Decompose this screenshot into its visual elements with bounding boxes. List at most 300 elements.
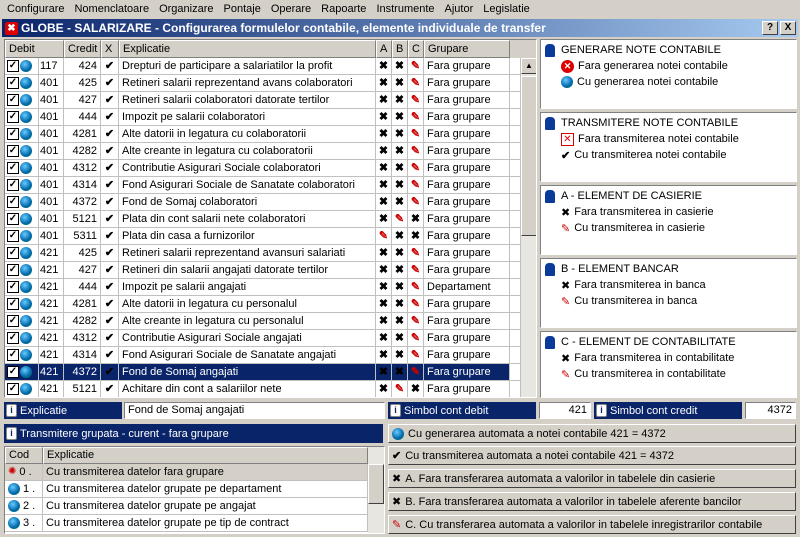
- table-row[interactable]: [5, 92, 536, 109]
- table-row[interactable]: [5, 228, 536, 245]
- x-icon: ✖: [394, 128, 405, 140]
- checkbox-icon[interactable]: ✓: [8, 315, 18, 326]
- menu-item[interactable]: Rapoarte: [321, 2, 367, 15]
- pencil-icon: ✎: [378, 230, 389, 242]
- globe-icon: [20, 213, 32, 225]
- col-debit[interactable]: Debit: [5, 40, 64, 58]
- checkbox-icon[interactable]: ✓: [8, 247, 18, 258]
- grupare-scrollbar[interactable]: [368, 447, 384, 533]
- x-icon: ✖: [394, 264, 405, 276]
- panel-contabilitate: C - ELEMENT DE CONTABILITATE ✖ Fara transmiterea in contabilitate ✎ Cu transmiterea in contabilitate: [540, 331, 797, 398]
- status-transmitere[interactable]: ✔ Cu transmiterea automata a notei contabile 421 = 4372: [388, 446, 796, 465]
- cell-explicatie: Retineri din salarii angajati datorate tertilor: [119, 262, 376, 278]
- checkbox-icon[interactable]: ✓: [8, 349, 18, 360]
- explicatie-label: i Explicatie: [4, 402, 122, 419]
- cell-credit: 424: [64, 58, 101, 74]
- list-item[interactable]: [5, 515, 384, 532]
- table-row[interactable]: [5, 194, 536, 211]
- cell-c: [408, 279, 424, 295]
- cell-a: [376, 245, 392, 261]
- pencil-icon: ✎: [410, 145, 421, 157]
- cell-grupare: Fara grupare: [424, 228, 510, 244]
- checkmark-icon: ✔: [561, 149, 571, 162]
- cell-grupare: Fara grupare: [424, 347, 510, 363]
- cell-a: [376, 126, 392, 142]
- cell-x: [101, 330, 119, 346]
- cell-explicatie: Cu transmiterea datelor fara grupare: [43, 464, 368, 480]
- checkmark-icon: ✔: [104, 281, 115, 293]
- grid-body: [5, 58, 536, 398]
- option-fara-casierie[interactable]: ✖ Fara transmiterea in casierie: [561, 206, 714, 219]
- checkbox-icon[interactable]: ✓: [8, 128, 18, 139]
- cell-a: [376, 262, 392, 278]
- cell-credit: 425: [64, 245, 101, 261]
- col-c[interactable]: C: [408, 40, 424, 58]
- globe-icon: [392, 428, 404, 440]
- checkbox-icon[interactable]: ✓: [8, 179, 18, 190]
- pencil-icon: ✎: [410, 315, 421, 327]
- cell-a: [376, 228, 392, 244]
- cell-grupare: Fara grupare: [424, 109, 510, 125]
- status-casierie[interactable]: ✖ A. Fara transferarea automata a valorilor in tabelele din casierie: [388, 469, 796, 488]
- cell-grupare: Fara grupare: [424, 177, 510, 193]
- cell-debit: 421: [39, 279, 64, 295]
- x-icon: ✖: [394, 77, 405, 89]
- cell-x: [101, 228, 119, 244]
- cell-explicatie: Retineri salarii reprezentand avansuri salariati: [119, 245, 376, 261]
- checkbox-icon[interactable]: ✓: [8, 60, 18, 71]
- cell-x: [101, 347, 119, 363]
- pencil-icon: ✎: [410, 366, 421, 378]
- option-fara-transmitere[interactable]: ✕ Fara transmiterea notei contabile: [545, 131, 792, 147]
- option-fara-contabilitate[interactable]: ✖ Fara transmiterea in contabilitate: [561, 352, 735, 365]
- table-row[interactable]: [5, 347, 536, 364]
- pencil-icon: ✎: [410, 128, 421, 140]
- table-row[interactable]: [5, 126, 536, 143]
- cell-credit: 4372: [64, 194, 101, 210]
- cell-c: [408, 92, 424, 108]
- cell-grupare: Fara grupare: [424, 126, 510, 142]
- cell-b: [392, 194, 408, 210]
- globe-icon: [20, 332, 32, 344]
- x-icon: ✖: [378, 60, 389, 72]
- option-fara-generare[interactable]: ✕ Fara generarea notei contabile: [545, 58, 792, 74]
- pencil-icon: ✎: [410, 111, 421, 123]
- x-icon: ✖: [378, 264, 389, 276]
- cell-a: [376, 381, 392, 397]
- cell-a: [376, 143, 392, 159]
- checkbox-icon[interactable]: ✓: [8, 383, 18, 394]
- cell-b: [392, 160, 408, 176]
- lock-icon: [545, 263, 555, 276]
- cell-a: [376, 75, 392, 91]
- row-flags: [5, 126, 39, 142]
- pencil-icon: ✎: [561, 222, 571, 235]
- checkmark-icon: ✔: [104, 196, 115, 208]
- cell-credit: 444: [64, 109, 101, 125]
- cell-grupare: Fara grupare: [424, 160, 510, 176]
- checkmark-icon: ✔: [104, 349, 115, 361]
- checkmark-icon: ✔: [104, 264, 115, 276]
- red-x-icon: ✕: [561, 60, 574, 73]
- cell-explicatie: Plata din casa a furnizorilor: [119, 228, 376, 244]
- row-flags: [5, 75, 39, 91]
- row-flags: [5, 296, 39, 312]
- table-row[interactable]: [5, 75, 536, 92]
- cell-c: [408, 109, 424, 125]
- menu-item[interactable]: Legislatie: [483, 2, 530, 15]
- globe-icon: [8, 500, 20, 512]
- cell-grupare: Fara grupare: [424, 211, 510, 227]
- checkbox-icon[interactable]: ✓: [8, 77, 18, 88]
- x-icon: ✖: [394, 315, 405, 327]
- cell-b: [392, 262, 408, 278]
- cell-grupare: Fara grupare: [424, 143, 510, 159]
- checkmark-icon: ✔: [104, 145, 115, 157]
- cell-b: [392, 177, 408, 193]
- cell-x: [101, 177, 119, 193]
- globe-icon: [20, 281, 32, 293]
- globe-icon: [20, 145, 32, 157]
- menu-item[interactable]: Ajutor: [444, 2, 474, 15]
- cell-debit: 401: [39, 126, 64, 142]
- x-icon: ✖: [392, 473, 402, 485]
- cell-explicatie: Retineri salarii colaboratori datorate tertilor: [119, 92, 376, 108]
- cell-debit: 421: [39, 330, 64, 346]
- row-flags: [5, 211, 39, 227]
- menu-item[interactable]: Pontaje: [223, 2, 261, 15]
- x-icon: ✖: [378, 281, 389, 293]
- cell-debit: 401: [39, 92, 64, 108]
- table-row[interactable]: [5, 58, 536, 75]
- cell-x: [101, 381, 119, 397]
- col-cod[interactable]: Cod: [5, 447, 43, 464]
- checkbox-icon[interactable]: ✓: [8, 196, 18, 207]
- cell-cod: ✺ 0 .: [5, 464, 43, 480]
- row-flags: [5, 245, 39, 261]
- cell-explicatie: Cu transmiterea datelor grupate pe tip de contract: [43, 515, 368, 531]
- option-cu-generare[interactable]: Cu generarea notei contabile: [545, 74, 792, 90]
- list-item[interactable]: [5, 464, 384, 481]
- cell-credit: 5311: [64, 228, 101, 244]
- option-cu-banca[interactable]: ✎ Cu transmiterea in banca: [561, 295, 698, 308]
- checkbox-icon[interactable]: ✓: [8, 230, 18, 241]
- cell-credit: 4282: [64, 313, 101, 329]
- pencil-icon: ✎: [410, 162, 421, 174]
- cell-c: [408, 211, 424, 227]
- checkbox-icon[interactable]: ✓: [8, 111, 18, 122]
- x-icon: ✖: [410, 213, 421, 225]
- cell-cod: 2 .: [5, 498, 43, 514]
- status-generare[interactable]: Cu generarea automata a notei contabile 421 = 4372: [388, 424, 796, 443]
- pencil-icon: ✎: [410, 77, 421, 89]
- x-icon: ✖: [378, 179, 389, 191]
- cell-explicatie: Fond Asigurari Sociale de Sanatate angajati: [119, 347, 376, 363]
- cell-a: [376, 347, 392, 363]
- status-contabilitate[interactable]: ✎ C. Cu transferarea automata a valorilor in tabelele inregistrarilor contabile: [388, 515, 796, 534]
- pencil-icon: ✎: [410, 60, 421, 72]
- col-explicatie[interactable]: Explicatie: [119, 40, 376, 58]
- pencil-icon: ✎: [394, 383, 405, 395]
- x-icon: ✖: [378, 332, 389, 344]
- globe-icon: [20, 230, 32, 242]
- cell-x: [101, 262, 119, 278]
- checkmark-icon: ✔: [104, 94, 115, 106]
- x-icon: ✖: [394, 111, 405, 123]
- table-row[interactable]: [5, 211, 536, 228]
- checkmark-icon: ✔: [104, 213, 115, 225]
- pencil-icon: ✎: [410, 264, 421, 276]
- menu-item[interactable]: Nomenclatoare: [74, 2, 150, 15]
- table-row[interactable]: [5, 262, 536, 279]
- panel-title: GENERARE NOTE CONTABILE: [561, 44, 721, 56]
- panel-generare: [540, 39, 797, 109]
- cell-credit: 4312: [64, 330, 101, 346]
- menu-item[interactable]: Organizare: [159, 2, 214, 15]
- x-icon: ✖: [378, 349, 389, 361]
- col-a[interactable]: A: [376, 40, 392, 58]
- cell-c: [408, 160, 424, 176]
- globe-icon: [8, 483, 20, 495]
- col-grupare[interactable]: Grupare: [424, 40, 510, 58]
- cell-a: [376, 279, 392, 295]
- cell-x: [101, 313, 119, 329]
- debit-label: i Simbol cont debit: [388, 402, 536, 419]
- globe-icon: [20, 94, 32, 106]
- cell-debit: 401: [39, 143, 64, 159]
- scroll-thumb[interactable]: [521, 76, 537, 236]
- x-icon: ✖: [378, 298, 389, 310]
- panel-transmitere: TRANSMITERE NOTE CONTABILE ✕ Fara transmiterea notei contabile ✔ Cu transmiterea notei contabile: [540, 112, 797, 182]
- cell-x: [101, 143, 119, 159]
- cell-explicatie: Alte datorii in legatura cu colaboratorii: [119, 126, 376, 142]
- x-icon: ✖: [561, 352, 571, 365]
- checkbox-icon[interactable]: ✓: [8, 298, 18, 309]
- pencil-icon: ✎: [410, 179, 421, 191]
- credit-field[interactable]: 4372: [745, 402, 796, 419]
- info-icon: i: [596, 404, 607, 417]
- menu-item[interactable]: Instrumente: [376, 2, 435, 15]
- list-item[interactable]: [5, 481, 384, 498]
- status-banca[interactable]: ✖ B. Fara transferarea automata a valorilor in tabelele aferente bancilor: [388, 492, 796, 511]
- x-icon: ✖: [394, 298, 405, 310]
- checkmark-icon: ✔: [104, 247, 115, 259]
- x-icon: ✖: [394, 366, 405, 378]
- x-icon: ✖: [378, 315, 389, 327]
- cell-grupare: Fara grupare: [424, 194, 510, 210]
- cell-x: [101, 194, 119, 210]
- row-flags: [5, 194, 39, 210]
- row-flags: [5, 330, 39, 346]
- cell-c: [408, 126, 424, 142]
- cell-c: [408, 228, 424, 244]
- boxed-x-icon: ✕: [561, 133, 574, 146]
- pencil-icon: ✎: [410, 349, 421, 361]
- checkmark-icon: ✔: [104, 366, 115, 378]
- cell-debit: 401: [39, 194, 64, 210]
- cell-b: [392, 109, 408, 125]
- explicatie-field[interactable]: Fond de Somaj angajati: [124, 402, 385, 419]
- checkmark-icon: ✔: [104, 60, 115, 72]
- grid-header: [5, 40, 536, 58]
- x-icon: ✖: [378, 366, 389, 378]
- cell-explicatie: Alte datorii in legatura cu personalul: [119, 296, 376, 312]
- cell-a: [376, 92, 392, 108]
- cell-b: [392, 92, 408, 108]
- x-icon: ✖: [378, 111, 389, 123]
- cell-grupare: Fara grupare: [424, 245, 510, 261]
- info-icon: i: [390, 404, 401, 417]
- pencil-icon: ✎: [410, 298, 421, 310]
- grid-scrollbar[interactable]: [520, 58, 536, 397]
- cell-explicatie: Alte creante in legatura cu personalul: [119, 313, 376, 329]
- table-row[interactable]: [5, 330, 536, 347]
- cell-explicatie: Fond de Somaj angajati: [119, 364, 376, 380]
- checkbox-icon[interactable]: ✓: [8, 332, 18, 343]
- option-fara-banca[interactable]: ✖ Fara transmiterea in banca: [561, 279, 706, 292]
- cell-credit: 4281: [64, 296, 101, 312]
- option-cu-casierie[interactable]: ✎ Cu transmiterea in casierie: [561, 222, 706, 235]
- cell-b: [392, 313, 408, 329]
- cell-b: [392, 143, 408, 159]
- x-icon: ✖: [394, 196, 405, 208]
- checkbox-icon[interactable]: ✓: [8, 366, 18, 377]
- globe-icon: [20, 349, 32, 361]
- cell-b: [392, 126, 408, 142]
- checkbox-icon[interactable]: ✓: [8, 281, 18, 292]
- cell-credit: 5121: [64, 211, 101, 227]
- cell-grupare: Fara grupare: [424, 262, 510, 278]
- menu-item[interactable]: Configurare: [7, 2, 65, 15]
- checkmark-icon: ✔: [104, 162, 115, 174]
- help-button[interactable]: ?: [762, 21, 778, 35]
- x-icon: ✖: [394, 247, 405, 259]
- checkmark-icon: ✔: [104, 332, 115, 344]
- cell-debit: 401: [39, 75, 64, 91]
- cell-debit: 421: [39, 245, 64, 261]
- cell-a: [376, 58, 392, 74]
- x-icon: ✖: [394, 281, 405, 293]
- cell-a: [376, 177, 392, 193]
- menu-bar: [0, 0, 800, 17]
- x-icon: ✖: [378, 196, 389, 208]
- cell-credit: 4314: [64, 347, 101, 363]
- checkbox-icon[interactable]: ✓: [8, 264, 18, 275]
- table-row[interactable]: [5, 160, 536, 177]
- table-row[interactable]: [5, 245, 536, 262]
- cell-grupare: Fara grupare: [424, 296, 510, 312]
- scroll-up-icon[interactable]: ▲: [521, 58, 537, 74]
- cell-c: [408, 330, 424, 346]
- app-icon: ✖: [5, 22, 18, 35]
- checkmark-icon: ✔: [104, 179, 115, 191]
- cell-b: [392, 364, 408, 380]
- menu-item[interactable]: Operare: [270, 2, 312, 15]
- globe-icon: [8, 517, 20, 529]
- pencil-icon: ✎: [410, 332, 421, 344]
- cell-a: [376, 194, 392, 210]
- cell-c: [408, 296, 424, 312]
- lock-icon: [545, 44, 555, 57]
- col-credit[interactable]: Credit: [64, 40, 101, 58]
- table-row[interactable]: [5, 364, 536, 381]
- pencil-icon: ✎: [561, 368, 571, 381]
- close-button[interactable]: X: [780, 21, 796, 35]
- pencil-icon: ✎: [410, 94, 421, 106]
- cell-b: [392, 347, 408, 363]
- checkmark-icon: ✔: [104, 298, 115, 310]
- table-row[interactable]: [5, 279, 536, 296]
- cell-x: [101, 109, 119, 125]
- cell-explicatie: Fond Asigurari Sociale de Sanatate colaboratori: [119, 177, 376, 193]
- pencil-icon: ✎: [410, 196, 421, 208]
- cell-x: [101, 279, 119, 295]
- cell-debit: 401: [39, 177, 64, 193]
- table-row[interactable]: [5, 313, 536, 330]
- checkbox-icon[interactable]: ✓: [8, 213, 18, 224]
- row-flags: [5, 262, 39, 278]
- cell-grupare: Fara grupare: [424, 364, 510, 380]
- table-row[interactable]: [5, 143, 536, 160]
- globe-icon: [561, 76, 573, 88]
- row-flags: [5, 279, 39, 295]
- table-row[interactable]: [5, 109, 536, 126]
- cell-debit: 421: [39, 347, 64, 363]
- col-x[interactable]: X: [101, 40, 119, 58]
- cell-b: [392, 381, 408, 397]
- cell-a: [376, 160, 392, 176]
- row-flags: [5, 58, 39, 74]
- x-icon: ✖: [561, 206, 571, 219]
- transmitere-grupata-label: i Transmitere grupata - curent - fara grupare: [4, 424, 383, 443]
- col-explicatie-grupare[interactable]: Explicatie: [43, 447, 368, 464]
- cell-debit: 401: [39, 228, 64, 244]
- list-item[interactable]: [5, 498, 384, 515]
- debit-field[interactable]: 421: [539, 402, 591, 419]
- cell-grupare: Fara grupare: [424, 58, 510, 74]
- col-b[interactable]: B: [392, 40, 408, 58]
- row-flags: [5, 177, 39, 193]
- cell-b: [392, 228, 408, 244]
- credit-label: i Simbol cont credit: [594, 402, 742, 419]
- cell-b: [392, 245, 408, 261]
- checkbox-icon[interactable]: ✓: [8, 145, 18, 156]
- cell-explicatie: Contributie Asigurari Sociale angajati: [119, 330, 376, 346]
- x-icon: ✖: [394, 332, 405, 344]
- x-icon: ✖: [378, 77, 389, 89]
- row-flags: [5, 228, 39, 244]
- checkbox-icon[interactable]: ✓: [8, 94, 18, 105]
- cell-c: [408, 245, 424, 261]
- option-cu-contabilitate[interactable]: ✎ Cu transmiterea in contabilitate: [561, 368, 726, 381]
- cell-explicatie: Impozit pe salarii angajati: [119, 279, 376, 295]
- cell-a: [376, 330, 392, 346]
- option-cu-transmitere[interactable]: ✔ Cu transmiterea notei contabile: [561, 149, 727, 162]
- x-icon: ✖: [378, 145, 389, 157]
- x-icon: ✖: [394, 60, 405, 72]
- cell-explicatie: Alte creante in legatura cu colaboratorii: [119, 143, 376, 159]
- cell-b: [392, 296, 408, 312]
- table-row[interactable]: [5, 296, 536, 313]
- checkbox-icon[interactable]: ✓: [8, 162, 18, 173]
- table-row[interactable]: [5, 177, 536, 194]
- cell-debit: 421: [39, 313, 64, 329]
- pencil-icon: ✎: [410, 247, 421, 259]
- cell-grupare: Fara grupare: [424, 92, 510, 108]
- table-row[interactable]: [5, 381, 536, 398]
- scroll-thumb[interactable]: [368, 464, 384, 504]
- x-icon: ✖: [394, 349, 405, 361]
